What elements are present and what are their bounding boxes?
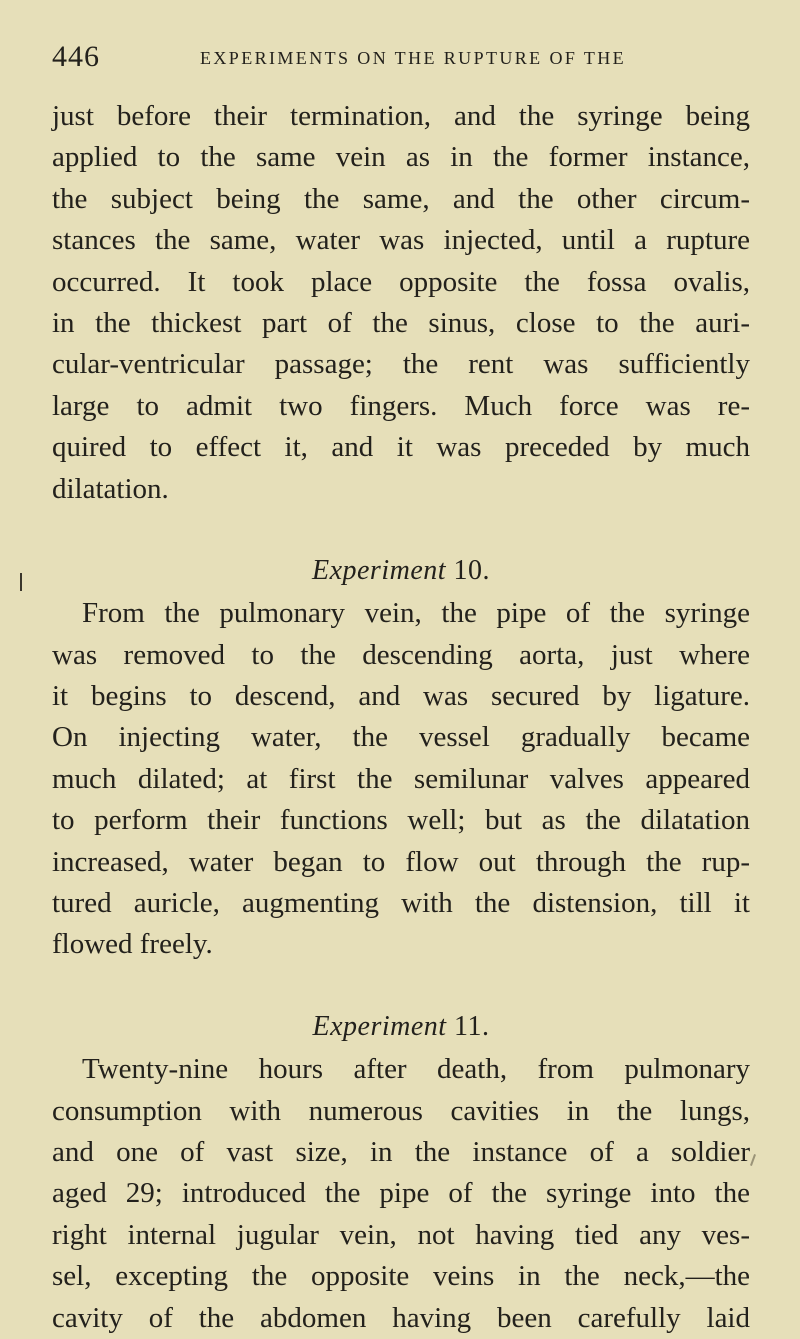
text-line: right internal jugular vein, not having tied any ves-	[52, 1218, 750, 1251]
experiment-11-paragraph	[52, 1049, 750, 1339]
heading-number: 11.	[454, 1010, 490, 1042]
text-line: cular-ventricular passage; the rent was sufficiently	[52, 348, 750, 381]
heading-label: Experiment	[312, 1010, 447, 1042]
text-line: was removed to the descending aorta, just where	[52, 638, 750, 671]
running-head	[52, 40, 752, 80]
text-line: On injecting water, the vessel gradually became	[52, 721, 750, 754]
body-text	[52, 96, 750, 1339]
text-line: just before their termination, and the syringe being	[52, 100, 750, 132]
section-heading-experiment-11	[52, 1006, 750, 1047]
text-line: large to admit two fingers. Much force was re-	[52, 389, 750, 422]
intro-paragraph	[52, 96, 750, 510]
page-number: 446	[52, 40, 100, 73]
text-line: consumption with numerous cavities in the lungs,	[52, 1094, 750, 1127]
text-line: much dilated; at first the semilunar valves appeared	[52, 762, 750, 795]
margin-speck	[750, 1154, 756, 1166]
margin-mark	[20, 573, 22, 591]
text-line: stances the same, water was injected, until a rupture	[52, 224, 750, 257]
section-heading-experiment-10	[52, 550, 750, 591]
text-line: aged 29; introduced the pipe of the syringe into the	[52, 1177, 750, 1210]
text-line: in the thickest part of the sinus, close to the auri-	[52, 306, 750, 339]
text-line: tured auricle, augmenting with the distension, till it	[52, 887, 750, 920]
text-line: the subject being the same, and the other circum-	[52, 182, 750, 215]
text-line: to perform their functions well; but as the dilatation	[52, 804, 750, 837]
experiment-10-paragraph	[52, 593, 750, 966]
running-title: EXPERIMENTS ON THE RUPTURE OF THE	[200, 48, 627, 68]
text-line: dilatation.	[52, 472, 169, 505]
text-line: cavity of the abdomen having been carefully laid	[52, 1301, 750, 1334]
text-line: increased, water began to flow out through the rup-	[52, 845, 750, 878]
text-line: Twenty-nine hours after death, from pulmonary	[82, 1053, 750, 1086]
text-line: flowed freely.	[52, 928, 213, 961]
heading-number: 10.	[453, 554, 491, 586]
text-line: occurred. It took place opposite the fossa ovalis,	[52, 265, 750, 298]
text-line: applied to the same vein as in the former instance,	[52, 141, 750, 174]
text-line: From the pulmonary vein, the pipe of the syringe	[82, 597, 750, 630]
text-line: it begins to descend, and was secured by ligature.	[52, 680, 750, 713]
text-line: sel, excepting the opposite veins in the neck,—the	[52, 1260, 750, 1293]
text-line: quired to effect it, and it was preceded by much	[52, 431, 750, 464]
text-line: and one of vast size, in the instance of a soldier	[52, 1135, 750, 1168]
heading-label: Experiment	[311, 554, 447, 586]
